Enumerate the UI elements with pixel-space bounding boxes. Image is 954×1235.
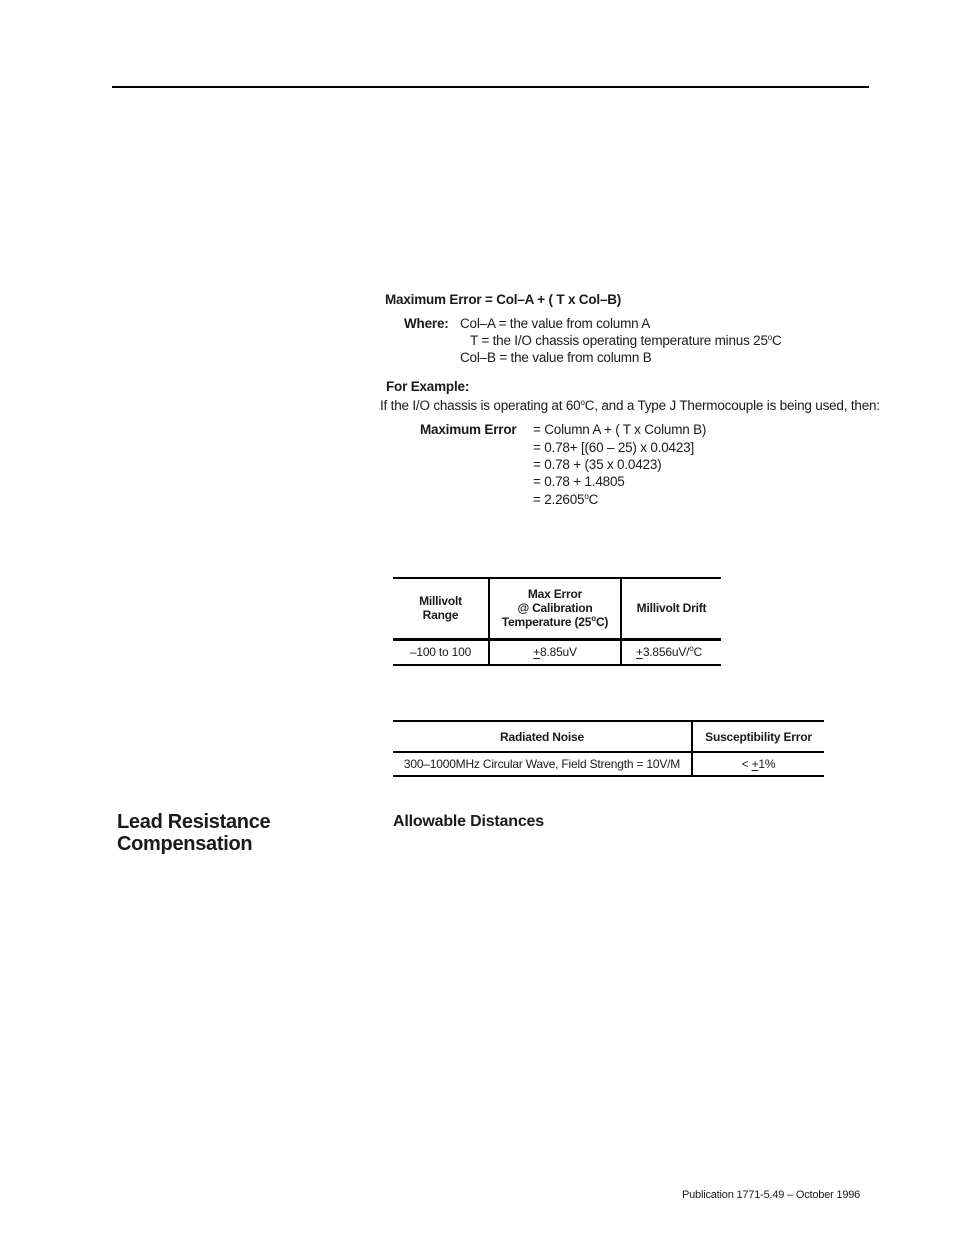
- cell-range: –100 to 100: [409, 645, 472, 660]
- example-intro: If the I/O chassis is operating at 60$^o$C, and a Type J Thermocouple is being used, then:: [380, 398, 880, 413]
- calc-step-3: = 0.78 + (35 x 0.0423): [533, 457, 662, 472]
- header-radiated-noise: Radiated Noise: [393, 721, 692, 752]
- header-susceptibility-error: Susceptibility Error: [705, 729, 812, 744]
- accuracy-table: [393, 577, 721, 666]
- header-rule: [112, 86, 869, 88]
- table-row: [393, 752, 824, 776]
- subheading-allowable-distances: Allowable Distances: [393, 813, 544, 830]
- calc-step-1: = Column A + ( T x Column B): [533, 422, 707, 437]
- where-label: Where:: [404, 316, 449, 331]
- calc-step-5: = $2.2605^oC$: [533, 492, 599, 507]
- where-line-2: T = the I/O chassis operating temperature minus 25$^o$C: [470, 333, 782, 348]
- calc-step-2: = 0.78+ [(60 – 25) x 0.0423]: [533, 440, 695, 455]
- cell-susceptibility: < +1%: [741, 757, 776, 771]
- section-heading: Lead Resistance Compensation: [117, 811, 271, 855]
- table-row: [393, 639, 721, 665]
- noise-table: [393, 720, 824, 777]
- cell-max-error: +8.85uV: [489, 639, 621, 665]
- where-line-3: Col–B = the value from column B: [460, 350, 652, 365]
- calc-label: Maximum Error: [420, 422, 517, 437]
- example-label: For Example:: [386, 379, 470, 394]
- calc-step-4: = 0.78 + 1.4805: [533, 474, 625, 489]
- header-max-error: Max Error @ Calibration Temperature (25$^o$C): [489, 578, 621, 639]
- header-millivolt-drift: Millivolt Drift: [636, 601, 707, 616]
- where-line-1: Col–A = the value from column A: [460, 316, 651, 331]
- cell-drift: +3.856uV/$^o$C: [636, 644, 702, 660]
- cell-noise: 300–1000MHz Circular Wave, Field Strength = 10V/M: [393, 752, 692, 776]
- footer-publication: Publication 1771-5.49 – October 1996: [682, 1189, 861, 1201]
- formula-title: Maximum Error = Col–A + ( T x Col–B): [385, 292, 622, 307]
- header-millivolt-range: Millivolt Range: [419, 594, 462, 623]
